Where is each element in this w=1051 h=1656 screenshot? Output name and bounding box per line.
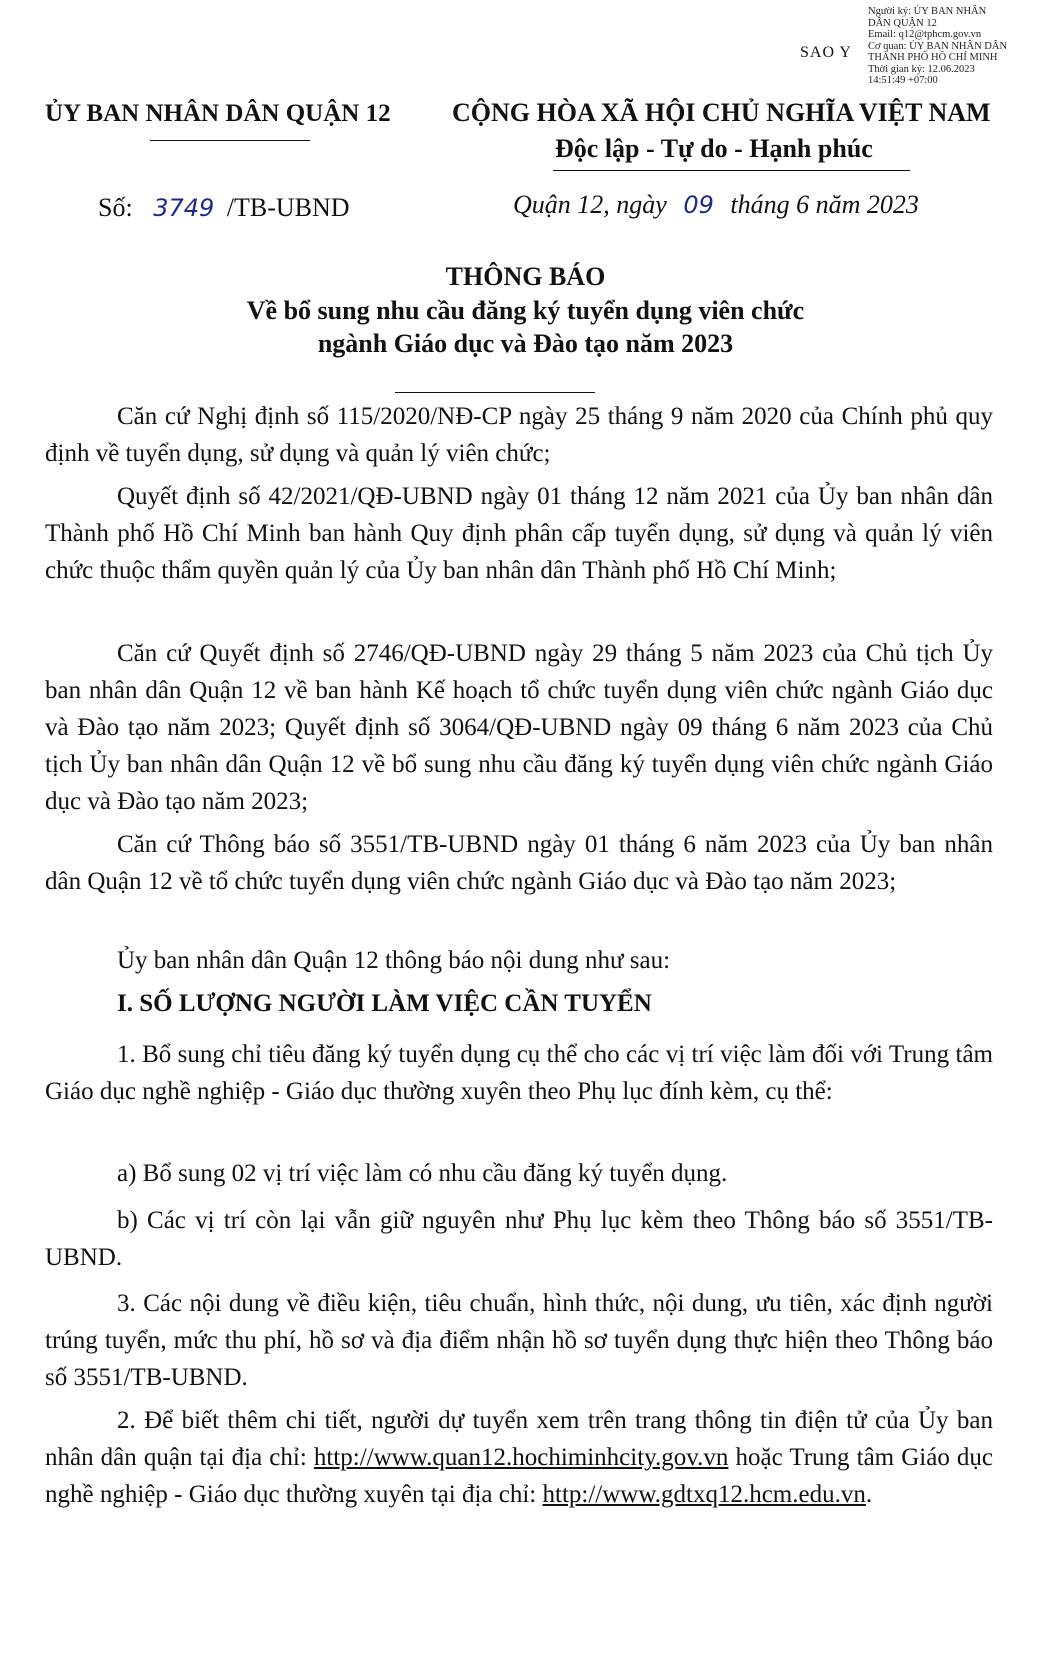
- paragraph-item-a: a) Bổ sung 02 vị trí việc làm có nhu cầu đăng ký tuyển dụng.: [117, 1160, 728, 1187]
- place-prefix: Quận 12, ngày: [513, 190, 667, 219]
- doc-number-label: Số:: [98, 193, 133, 222]
- doc-number-handwritten: 3749: [153, 194, 215, 222]
- paragraph-item-1: 1. Bổ sung chỉ tiêu đăng ký tuyển dụng cụ thể cho các vị trí việc làm đối với Trung tâm Giáo dục nghề nghiệp - Giáo dục thường xuyên theo Phụ lục đính kèm, cụ thể:: [45, 1041, 993, 1105]
- document-number: [98, 193, 350, 223]
- stamp-time-value: 14:51:49 +07:00: [868, 75, 938, 86]
- paragraph-legal-basis-4: Căn cứ Thông báo số 3551/TB-UBND ngày 01 tháng 6 năm 2023 của Ủy ban nhân dân Quận 12 về tổ chức tuyển dụng viên chức ngành Giáo dục và Đào tạo năm 2023;: [45, 831, 993, 895]
- paragraph-item-b: b) Các vị trí còn lại vẫn giữ nguyên như Phụ lục kèm theo Thông báo số 3551/TB-UBND.: [45, 1207, 993, 1271]
- place-suffix: tháng 6 năm 2023: [730, 190, 919, 219]
- paragraph-item-3: 3. Các nội dung về điều kiện, tiêu chuẩn, hình thức, nội dung, ưu tiên, xác định người trúng tuyển, mức thu phí, hồ sơ và địa điểm nhận hồ sơ tuyển dụng thực hiện theo Thông báo số 3551/TB-UBND.: [45, 1290, 993, 1391]
- education-center-website-link[interactable]: http://www.gdtxq12.hcm.edu.vn: [542, 1481, 866, 1508]
- copy-mark: SAO Y: [800, 44, 852, 61]
- day-handwritten: 09: [683, 191, 714, 219]
- district-website-link[interactable]: http://www.quan12.hochiminhcity.gov.vn: [313, 1444, 729, 1471]
- paragraph-legal-basis-2: Quyết định số 42/2021/QĐ-UBND ngày 01 tháng 12 năm 2021 của Ủy ban nhân dân Thành phố Hồ Chí Minh ban hành Quy định phân cấp tuyển dụng, sử dụng và quản lý viên chức thuộc thẩm quyền quản lý của Ủy ban nhân dân Thành phố Hồ Chí Minh;: [45, 483, 993, 584]
- national-title: CỘNG HÒA XÃ HỘI CHỦ NGHĨA VIỆT NAM: [452, 98, 991, 127]
- stamp-signer: Người ký: ỦY BAN NHÂN DÂN QUẬN 12: [868, 6, 987, 29]
- motto-underline: [553, 170, 910, 171]
- national-motto: Độc lập - Tự do - Hạnh phúc: [555, 134, 873, 163]
- stamp-time-label: Thời gian ký: 12.06.2023: [868, 63, 975, 75]
- item-2-text-c: .: [865, 1481, 873, 1508]
- document-title: THÔNG BÁO: [445, 262, 606, 291]
- digital-signature-stamp: [868, 6, 1048, 87]
- section-heading-1: I. SỐ LƯỢNG NGƯỜI LÀM VIỆC CẦN TUYỂN: [117, 990, 652, 1017]
- organization-underline: [150, 140, 310, 141]
- item-2-text-b: hoặc Trung tâm Giáo dục nghề nghiệp - Giáo dục thường xuyên tại địa chỉ:: [45, 1444, 994, 1508]
- document-subtitle-line2: ngành Giáo dục và Đào tạo năm 2023: [317, 329, 734, 358]
- place-and-date: [513, 190, 919, 220]
- stamp-agency: Cơ quan: ỦY BAN NHÂN DÂN THÀNH PHỐ HỒ CHÍ MINH: [868, 40, 1008, 63]
- stamp-email: Email: q12@tphcm.gov.vn: [868, 29, 982, 40]
- item-2-text-a: 2. Để biết thêm chi tiết, người dự tuyển xem trên trang thông tin điện tử của Ủy ban nhân dân quận tại địa chỉ:: [45, 1407, 993, 1471]
- document-subtitle-line1: Về bổ sung nhu cầu đăng ký tuyển dụng viên chức: [246, 296, 805, 325]
- paragraph-legal-basis-3: Căn cứ Quyết định số 2746/QĐ-UBND ngày 29 tháng 5 năm 2023 của Chủ tịch Ủy ban nhân dân Quận 12 về ban hành Kế hoạch tổ chức tuyển dụng viên chức ngành Giáo dục và Đào tạo năm 2023; Quyết định số 3064/QĐ-UBND ngày 09 tháng 6 năm 2023 của Chủ tịch Ủy ban nhân dân Quận 12 về bổ sung nhu cầu đăng ký tuyển dụng viên chức ngành Giáo dục và Đào tạo năm 2023;: [45, 640, 993, 815]
- paragraph-legal-basis-1: Căn cứ Nghị định số 115/2020/NĐ-CP ngày 25 tháng 9 năm 2020 của Chính phủ quy định về tuyển dụng, sử dụng và quản lý viên chức;: [45, 403, 993, 467]
- doc-number-suffix: /TB-UBND: [226, 193, 350, 222]
- paragraph-announcement-intro: Ủy ban nhân dân Quận 12 thông báo nội dung như sau:: [117, 947, 671, 974]
- issuing-organization: ỦY BAN NHÂN DÂN QUẬN 12: [45, 100, 391, 127]
- title-underline: [395, 392, 595, 393]
- paragraph-item-2: [45, 1402, 993, 1513]
